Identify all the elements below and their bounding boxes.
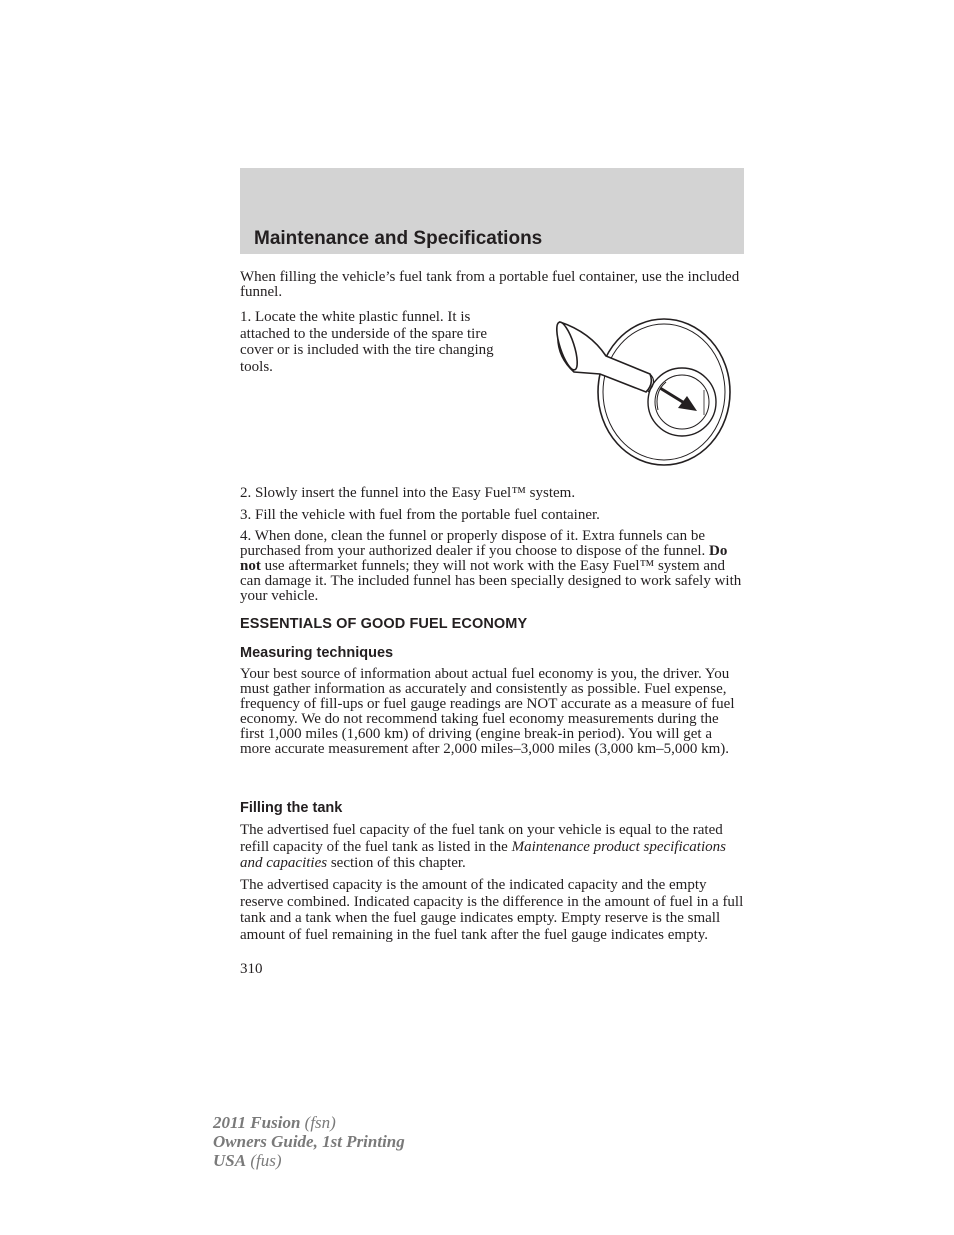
step-4-do-not: Do not — [240, 543, 728, 574]
maintenance-specs-reference: Maintenance product specifications and capacities — [240, 838, 726, 871]
step-4-text-b: use aftermarket funnels; they will not work with the Easy Fuel™ system and can damage it. The included funnel has been specially designed to work safely with your vehicle. — [240, 558, 742, 604]
intro-paragraph: When filling the vehicle’s fuel tank from a portable fuel container, use the included funnel. — [240, 269, 740, 300]
filling-paragraph-1 — [240, 822, 746, 872]
filling-paragraph-2: The advertised capacity is the amount of the indicated capacity and the empty reserve combined. Indicated capacity is the difference in the amount of fuel in a full tank and a tank when the fuel gauge indicates empty. Empty reserve is the small amount of fuel remaining in the fuel tank after the fuel gauge indicates empty. — [240, 877, 744, 943]
filling-p1-text-a: The advertised fuel capacity of the fuel tank on your vehicle is equal to the rated refill capacity of the fuel tank as listed in the — [240, 822, 723, 855]
footer-market: USA — [213, 1151, 247, 1170]
step-1: 1. Locate the white plastic funnel. It is attached to the underside of the spare tire cover or is included with the tire changing tools. — [240, 309, 494, 375]
step-4 — [240, 529, 746, 604]
section-header-band — [240, 168, 744, 254]
filling-p1-text-b: section of this chapter. — [327, 855, 466, 871]
footer-line-1 — [213, 1113, 405, 1132]
measuring-techniques-heading: Measuring techniques — [240, 645, 394, 661]
footer-line-3 — [213, 1151, 405, 1170]
step-3: 3. Fill the vehicle with fuel from the portable fuel container. — [240, 507, 600, 523]
page-number: 310 — [240, 961, 263, 977]
section-title: Maintenance and Specifications — [254, 228, 543, 249]
filling-the-tank-heading: Filling the tank — [240, 800, 343, 816]
footer-model-code: (fsn) — [300, 1113, 336, 1132]
footer-market-code: (fus) — [246, 1151, 282, 1170]
funnel-fuel-filler-illustration — [554, 312, 732, 468]
step-4-text-a: 4. When done, clean the funnel or properly dispose of it. Extra funnels can be purchased from your authorized dealer if you choose to dispose of the funnel. — [240, 528, 710, 559]
footer-document-info — [213, 1113, 405, 1170]
footer-line-2: Owners Guide, 1st Printing — [213, 1132, 405, 1151]
step-2: 2. Slowly insert the funnel into the Easy Fuel™ system. — [240, 485, 576, 501]
fuel-economy-heading: ESSENTIALS OF GOOD FUEL ECONOMY — [240, 616, 528, 632]
footer-model: 2011 Fusion — [213, 1113, 301, 1132]
measuring-techniques-body: Your best source of information about actual fuel economy is you, the driver. You must gather information as accurately and consistently as possible. Fuel expense, frequency of fill-ups or fuel gauge readings are NOT accurate as a measure of fuel economy. We do not recommend taking fuel economy measurements during the first 1,000 miles (1,600 km) of driving (engine break-in period). You will get a more accurate measurement after 2,000 miles–3,000 miles (3,000 km–5,000 km). — [240, 666, 735, 757]
